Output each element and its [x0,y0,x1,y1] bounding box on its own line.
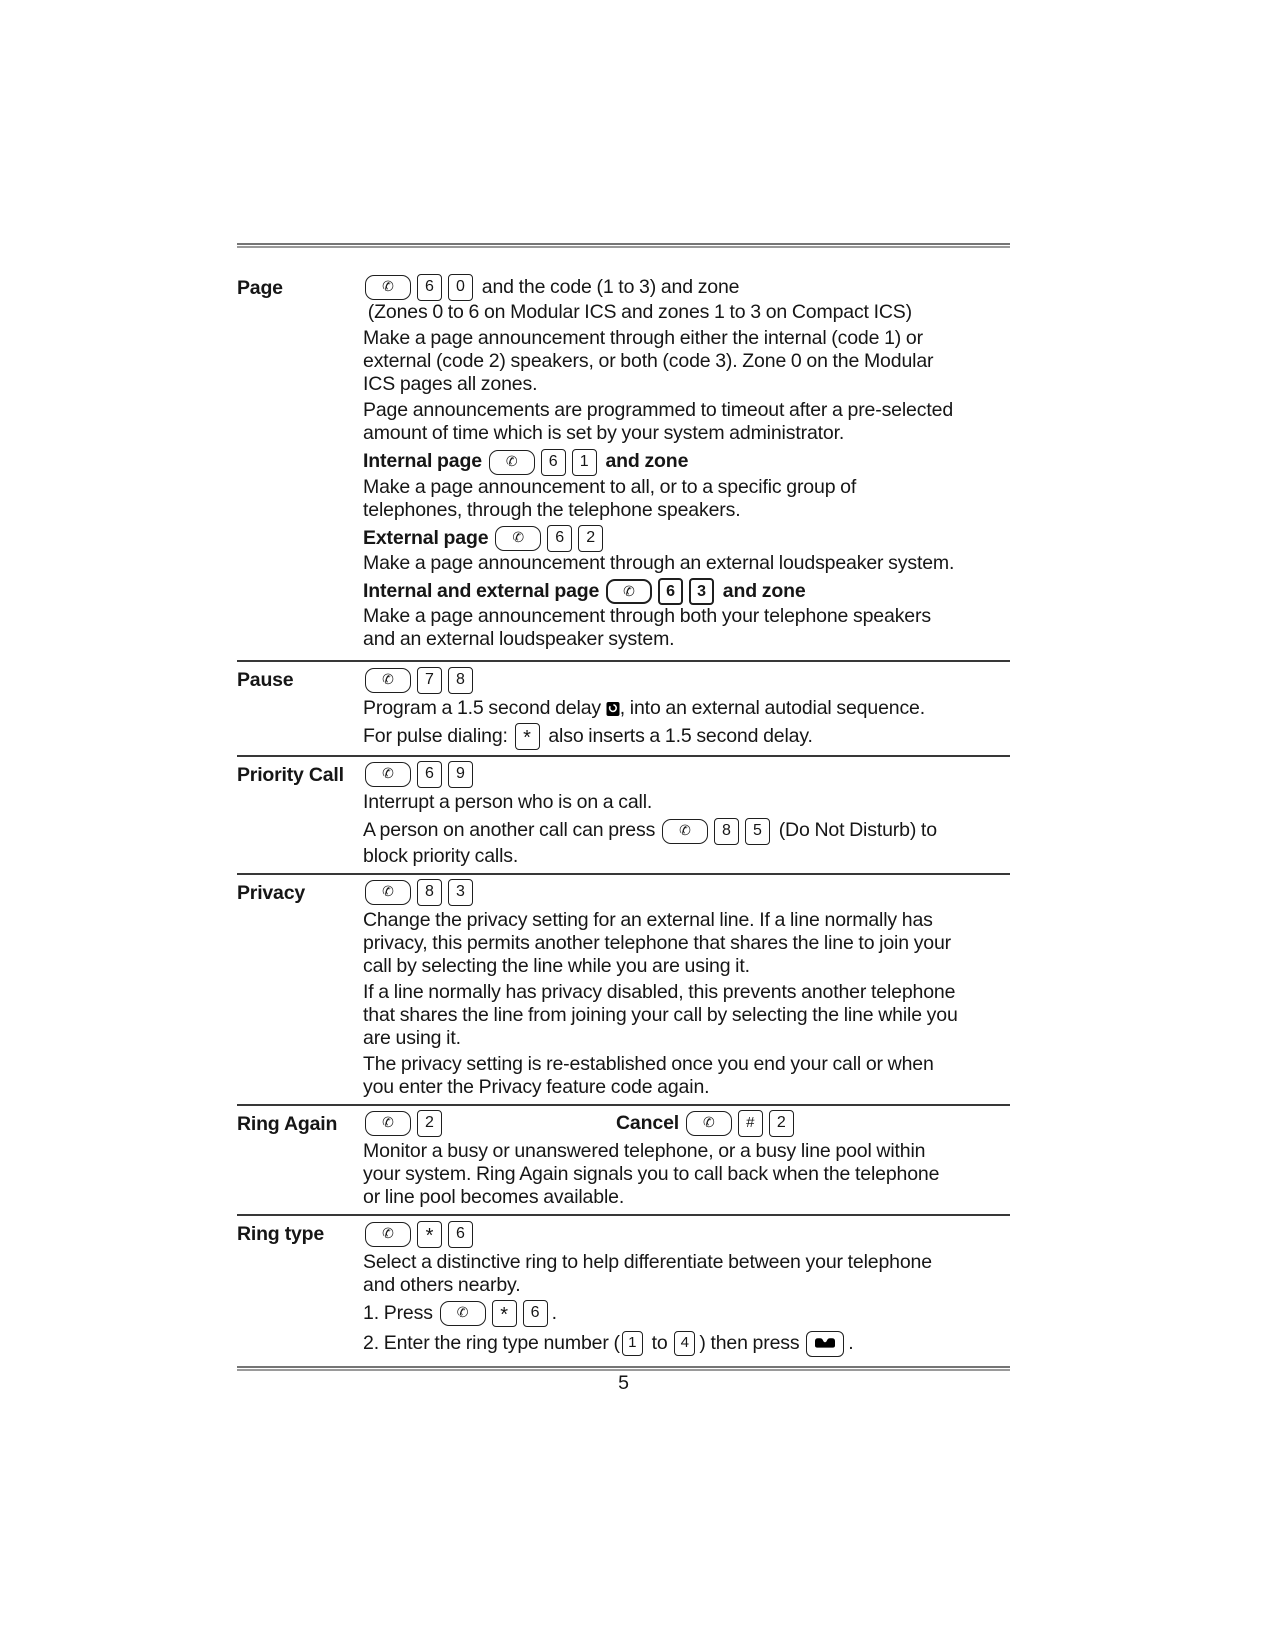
star-key [515,723,540,750]
bold-text: External page [363,526,494,549]
feature-row-pause [237,662,1010,755]
feature-row-ring-again [237,1106,1010,1214]
release-key [806,1331,844,1357]
digit-key-4: 4 [674,1331,695,1356]
feature-name: Ring type [237,1223,325,1246]
feature-key-icon: ✆ [382,671,394,688]
text-line [363,1110,1010,1137]
text-line [363,879,1010,906]
feature-key-icon: ✆ [382,1225,394,1242]
feature-description [363,761,1010,868]
feature-key [662,819,708,844]
feature-name: Page [237,277,283,299]
delay-glyph [606,701,620,717]
text-line: Monitor a busy or unanswered telephone, or a busy line pool within [363,1140,926,1163]
text-line: block priority calls. [363,844,519,867]
feature-table [237,248,1010,1362]
digit-key-2: 2 [578,525,603,552]
feature-description [363,879,1010,1099]
page-number: 5 [618,1372,629,1394]
feature-key-icon: ✆ [382,279,394,296]
feature-name: Privacy [237,881,305,904]
feature-key-icon: ✆ [679,822,691,839]
spacer [446,1128,616,1129]
feature-row-page [237,248,1010,660]
bold-text: Internal and external page [363,580,605,603]
digit-key-8: 8 [417,879,442,906]
digit-key-2: 2 [769,1110,794,1137]
text-line: If a line normally has privacy disabled, this prevents another telephone [363,981,956,1004]
feature-key [606,579,652,604]
text-line: Program a 1.5 second delay , into an external autodial sequence. [363,696,926,719]
handset-glyph [813,1337,837,1349]
text-line: that shares the line from joining your call by selecting the line while you [363,1004,958,1027]
digit-key-1: 1 [622,1331,643,1356]
feature-key [365,1111,411,1136]
text-line: Interrupt a person who is on a call. [363,791,653,814]
feature-key-icon: ✆ [456,1305,469,1322]
text-line: Page announcements are programmed to timeout after a pre-selected [363,399,954,422]
text-line: Change the privacy setting for an external line. If a line normally has [363,909,933,932]
text-line: your system. Ring Again signals you to call back when the telephone [363,1163,940,1186]
bold-text: Internal page [363,450,487,473]
digit-key-6: 6 [417,761,442,788]
feature-name: Pause [237,669,294,692]
text-line: 2. Enter the ring type number ( 1 to 4 ) then press . [363,1330,1010,1357]
text-line: 1. Press ✆ * 6 . [363,1301,557,1327]
feature-key [365,880,411,905]
feature-name: Ring Again [237,1113,338,1136]
delay-symbol [606,697,620,719]
text-line: Make a page announcement through an external loudspeaker system. [363,552,955,575]
digit-key-9: 9 [448,761,473,788]
digit-key-2: 2 [417,1110,442,1137]
feature-key [495,526,541,551]
bold-text: and zone [718,580,806,603]
digit-key-5: 5 [745,818,770,845]
feature-key-icon: ✆ [512,530,525,547]
digit-key-8: 8 [714,818,739,845]
text-line: Make a page announcement to all, or to a specific group of [363,475,857,498]
text-line [363,578,1010,605]
feature-key [365,762,411,787]
feature-description [363,1220,1010,1357]
bold-text: and zone [600,450,689,473]
text-line: ✆ 6 0 and the code (1 to 3) and zone [363,274,1010,301]
feature-key [489,450,535,475]
text-line [363,525,1010,552]
text-line: ICS pages all zones. [363,373,538,396]
feature-key [440,1301,486,1326]
text-line: or line pool becomes available. [363,1186,625,1209]
feature-key-icon: ✆ [382,1115,394,1132]
digit-key-6: 6 [523,1300,548,1327]
asterisk-glyph: * [523,727,531,750]
feature-description [363,1110,1010,1209]
text-line: and others nearby. [363,1273,521,1296]
text-line: and an external loudspeaker system. [363,628,675,651]
digit-key-6: 6 [547,525,572,552]
text-line: privacy, this permits another telephone that shares the line to join your [363,932,952,955]
text-line [363,761,1010,788]
text-line [363,666,1010,693]
feature-key-icon: ✆ [505,453,518,470]
feature-key [365,668,411,693]
bottom-rule [237,1366,1010,1371]
digit-key-7: 7 [417,667,442,694]
digit-key-8: 8 [448,667,473,694]
feature-row-ring-type [237,1216,1010,1362]
digit-key-3: 3 [689,578,714,605]
feature-key [686,1111,732,1136]
digit-key-6: 6 [658,578,683,605]
text-line: Select a distinctive ring to help differentiate between your telephone [363,1250,932,1273]
digit-key-1: 1 [572,449,597,476]
feature-key-icon: ✆ [382,884,394,901]
text-line: Make a page announcement through both your telephone speakers [363,605,931,628]
feature-description [363,274,1010,651]
text-line: (Zones 0 to 6 on Modular ICS and zones 1 to 3 on Compact ICS) [363,301,912,324]
text-line: Make a page announcement through either the internal (code 1) or [363,327,923,350]
text-line: The privacy setting is re-established once you end your call or when [363,1053,934,1076]
pound-key [738,1110,763,1137]
text-line: For pulse dialing: * also inserts a 1.5 second delay. [363,724,813,750]
digit-key-0: 0 [448,274,473,301]
text-line: A person on another call can press ✆ 8 5 (Do Not Disturb) to [363,817,1010,844]
asterisk-glyph: * [425,1224,434,1247]
feature-description [363,666,1010,750]
feature-key-icon: ✆ [382,766,394,783]
feature-key [365,1222,411,1247]
feature-key [365,275,411,300]
bold-text: Cancel [616,1112,684,1135]
text-line: are using it. [363,1027,461,1050]
text-line: amount of time which is set by your system administrator. [363,422,845,445]
digit-key-6: 6 [541,449,566,476]
text-line: external (code 2) speakers, or both (code 3). Zone 0 on the Modular [363,350,934,373]
star-key [492,1300,517,1327]
feature-row-priority-call [237,757,1010,873]
feature-name: Priority Call [237,764,344,787]
digit-key-6: 6 [417,274,442,301]
asterisk-glyph: * [500,1304,508,1327]
text-line [363,448,1010,475]
text-line: telephones, through the telephone speakers. [363,498,741,521]
pound-glyph: # [746,1114,755,1132]
feature-key-icon: ✆ [702,1115,715,1132]
text-line: you enter the Privacy feature code again. [363,1076,710,1099]
digit-key-6: 6 [448,1221,473,1248]
text-line: call by selecting the line while you are using it. [363,955,750,978]
feature-row-privacy [237,875,1010,1104]
feature-key-icon: ✆ [623,584,635,601]
text-line [363,1220,1010,1247]
star-key [417,1221,442,1248]
digit-key-3: 3 [448,879,473,906]
